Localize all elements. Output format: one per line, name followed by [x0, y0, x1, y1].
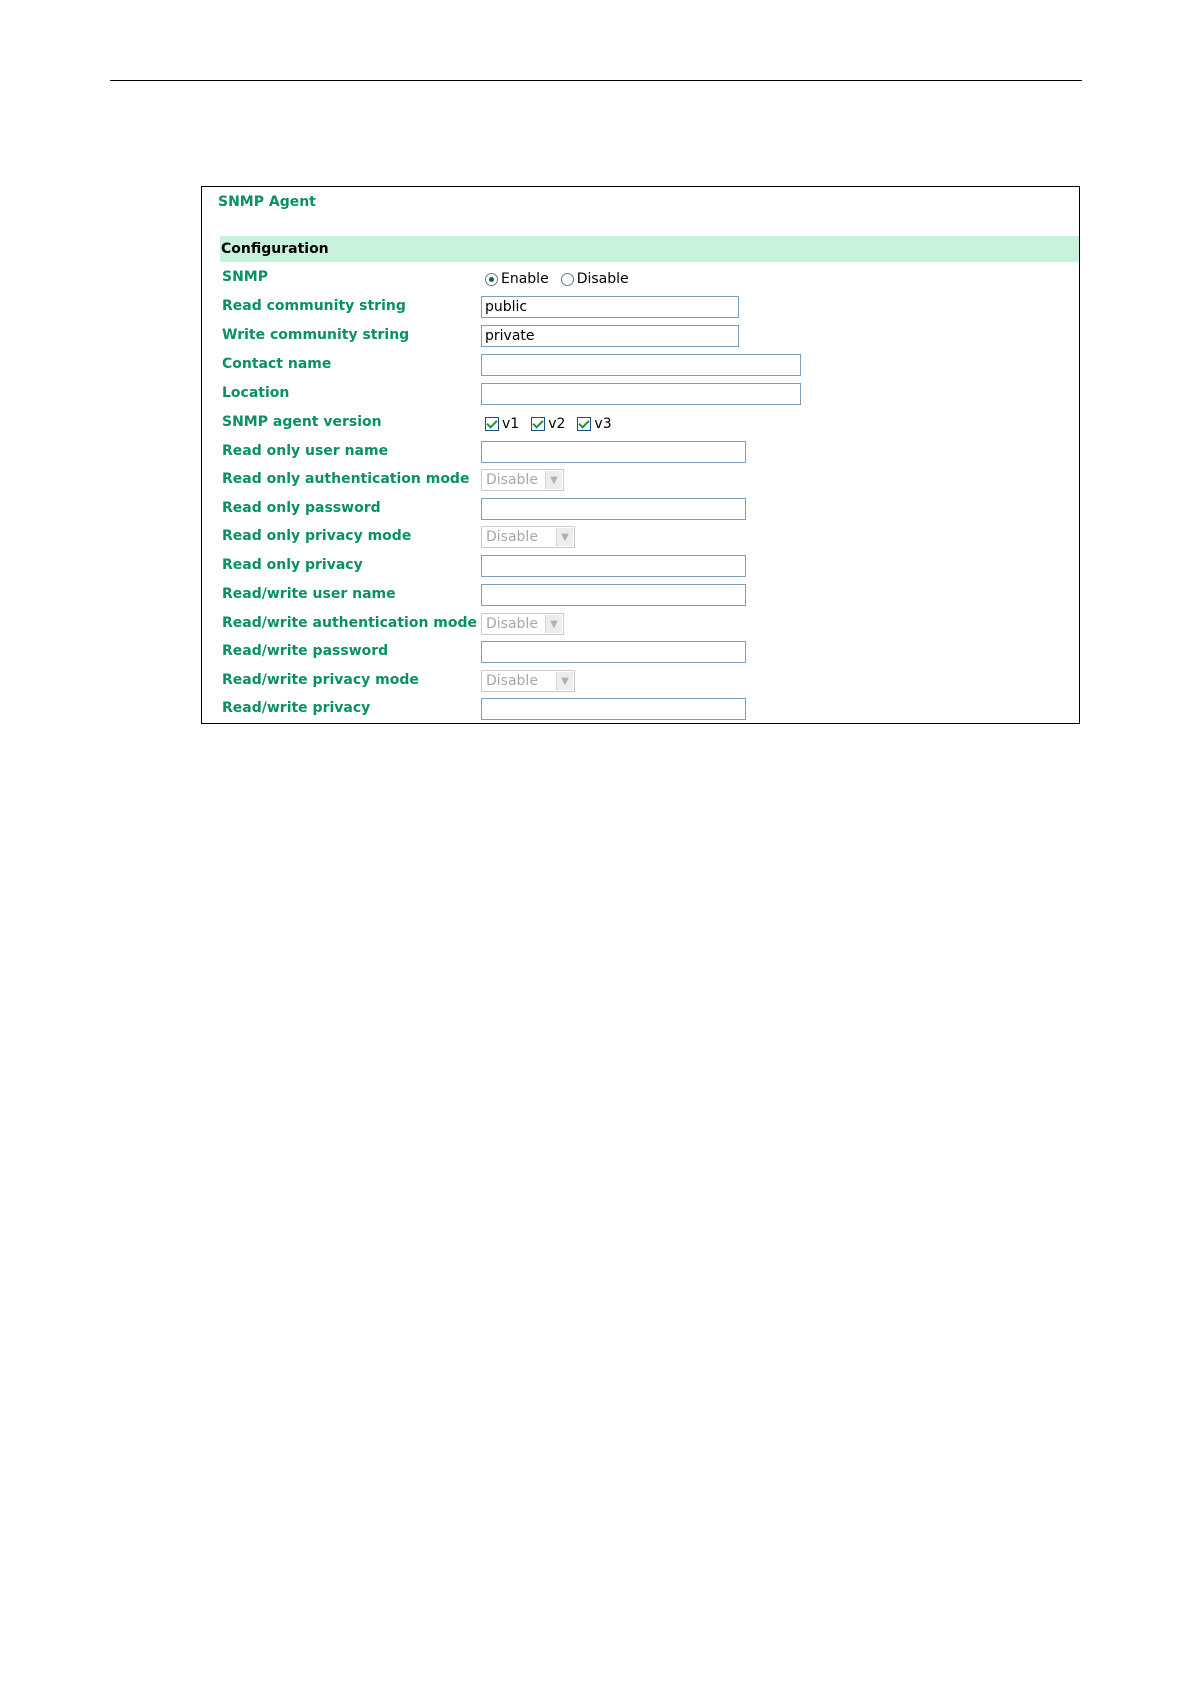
version-v2-checkbox[interactable]: [527, 416, 565, 432]
row-ro-user: [222, 440, 1072, 464]
radio-dot-icon[interactable]: [485, 273, 498, 286]
ro-privacy-label: Read only privacy: [222, 557, 363, 573]
row-rw-user: [222, 583, 1072, 607]
ro-password-input[interactable]: [481, 498, 746, 520]
chevron-down-icon[interactable]: ▼: [545, 471, 562, 489]
checkmark-icon[interactable]: [485, 417, 499, 431]
contact-name-input[interactable]: [481, 354, 801, 376]
rw-auth-mode-label: Read/write authentication mode: [222, 615, 478, 631]
rw-priv-mode-select[interactable]: [481, 670, 575, 692]
agent-version-label: SNMP agent version: [222, 414, 382, 430]
contact-name-label: Contact name: [222, 356, 332, 372]
ro-priv-mode-label: Read only privacy mode: [222, 528, 412, 544]
top-divider: [110, 80, 1082, 81]
rw-password-label: Read/write password: [222, 643, 389, 659]
row-rw-privacy: [222, 697, 1072, 721]
row-ro-privacy: [222, 554, 1072, 578]
row-write-community: [222, 324, 1072, 348]
version-v1-checkbox[interactable]: [481, 416, 519, 432]
checkmark-icon[interactable]: [577, 417, 591, 431]
ro-auth-mode-label: Read only authentication mode: [222, 471, 470, 487]
row-ro-password: [222, 497, 1072, 521]
section-title: Configuration: [221, 241, 329, 257]
snmp-enable-label: Enable: [501, 271, 549, 287]
row-rw-priv-mode: [222, 669, 1072, 693]
configuration-header: [220, 236, 1079, 262]
row-location: [222, 382, 1072, 406]
ro-priv-mode-select[interactable]: [481, 526, 575, 548]
rw-auth-mode-value: Disable: [486, 616, 538, 632]
rw-priv-mode-label: Read/write privacy mode: [222, 672, 419, 688]
ro-privacy-input[interactable]: [481, 555, 746, 577]
location-label: Location: [222, 385, 290, 401]
version-v3-label: v3: [594, 416, 612, 432]
panel-title: SNMP Agent: [218, 194, 316, 210]
ro-auth-mode-select[interactable]: [481, 469, 564, 491]
read-community-label: Read community string: [222, 298, 406, 314]
chevron-down-icon[interactable]: ▼: [545, 615, 562, 633]
row-agent-version: [222, 411, 1072, 435]
chevron-down-icon[interactable]: ▼: [556, 672, 573, 690]
row-rw-auth-mode: [222, 612, 1072, 636]
snmp-disable-label: Disable: [576, 271, 629, 287]
snmp-disable-option[interactable]: [557, 271, 629, 287]
rw-password-input[interactable]: [481, 641, 746, 663]
version-v3-checkbox[interactable]: [573, 416, 611, 432]
write-community-label: Write community string: [222, 327, 410, 343]
ro-password-label: Read only password: [222, 500, 381, 516]
ro-auth-mode-value: Disable: [486, 472, 538, 488]
version-v2-label: v2: [548, 416, 566, 432]
rw-user-input[interactable]: [481, 584, 746, 606]
checkmark-icon[interactable]: [531, 417, 545, 431]
ro-priv-mode-value: Disable: [486, 529, 538, 545]
ro-user-label: Read only user name: [222, 443, 389, 459]
snmp-label: SNMP: [222, 269, 268, 285]
write-community-input[interactable]: [481, 325, 739, 347]
row-read-community: [222, 295, 1072, 319]
rw-privacy-label: Read/write privacy: [222, 700, 371, 716]
ro-user-input[interactable]: [481, 441, 746, 463]
rw-privacy-input[interactable]: [481, 698, 746, 720]
row-rw-password: [222, 640, 1072, 664]
rw-priv-mode-value: Disable: [486, 673, 538, 689]
snmp-enable-option[interactable]: [481, 271, 549, 287]
location-input[interactable]: [481, 383, 801, 405]
row-snmp: [222, 266, 1072, 290]
row-ro-priv-mode: [222, 525, 1072, 549]
rw-user-label: Read/write user name: [222, 586, 396, 602]
read-community-input[interactable]: [481, 296, 739, 318]
row-ro-auth-mode: [222, 468, 1072, 492]
chevron-down-icon[interactable]: ▼: [556, 528, 573, 546]
rw-auth-mode-select[interactable]: [481, 613, 564, 635]
row-contact-name: [222, 353, 1072, 377]
version-v1-label: v1: [502, 416, 520, 432]
radio-empty-icon[interactable]: [561, 273, 574, 286]
